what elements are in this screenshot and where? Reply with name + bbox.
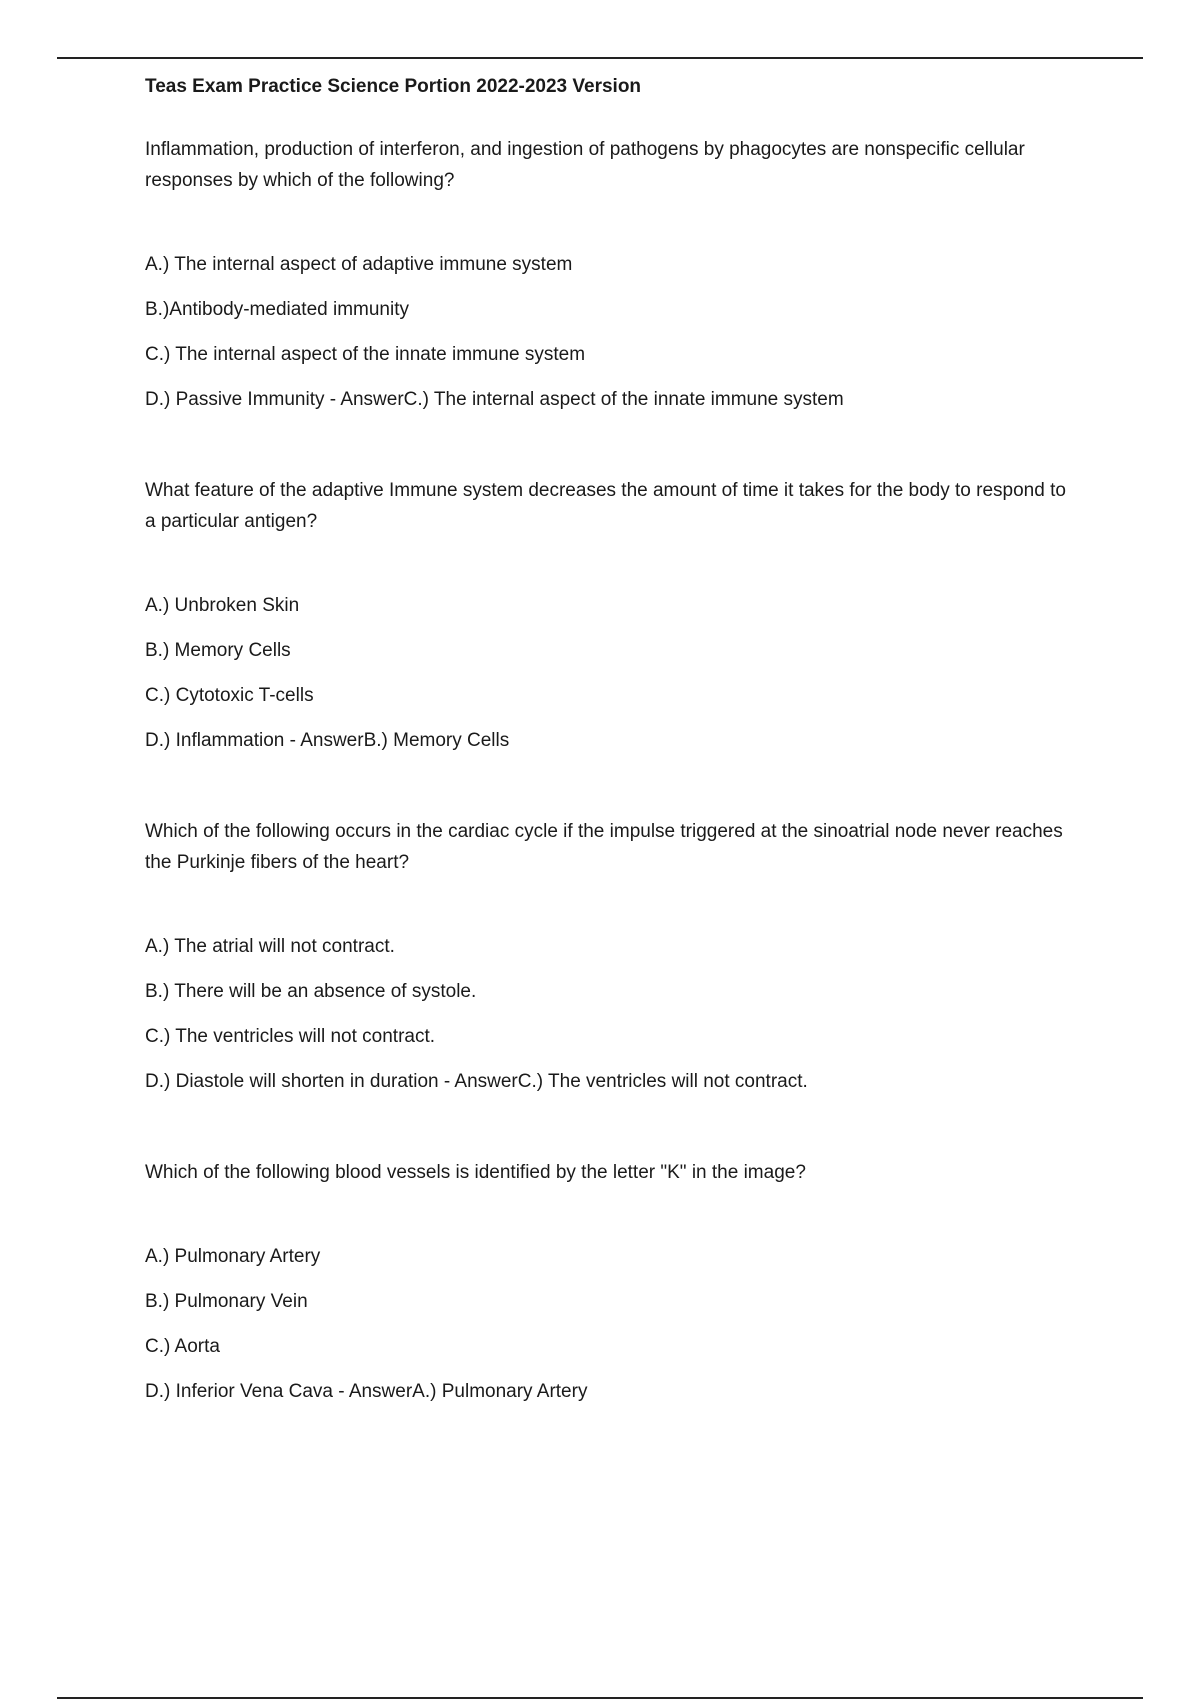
option-d-with-answer: D.) Passive Immunity - AnswerC.) The internal aspect of the innate immune system — [145, 389, 844, 410]
option-a: A.) The atrial will not contract. — [145, 936, 395, 957]
option-a: A.) Pulmonary Artery — [145, 1246, 321, 1267]
option-d-with-answer: D.) Inferior Vena Cava - AnswerA.) Pulmonary Artery — [145, 1381, 588, 1402]
document-body — [145, 70, 1075, 1425]
question-3 — [145, 816, 1075, 1094]
option-d-with-answer: D.) Inflammation - AnswerB.) Memory Cells — [145, 730, 510, 751]
question-1-options — [145, 253, 1075, 412]
option-a: A.) Unbroken Skin — [145, 595, 300, 616]
option-c: C.) Aorta — [145, 1336, 220, 1357]
question-4 — [145, 1157, 1075, 1404]
option-b: B.)Antibody-mediated immunity — [145, 299, 409, 320]
option-d-with-answer: D.) Diastole will shorten in duration - AnswerC.) The ventricles will not contract. — [145, 1071, 808, 1092]
option-c: C.) Cytotoxic T-cells — [145, 685, 314, 706]
question-2-text: What feature of the adaptive Immune system decreases the amount of time it takes for the body to respond to a particular antigen? — [145, 480, 1066, 532]
option-a: A.) The internal aspect of adaptive immune system — [145, 254, 573, 275]
top-rule — [57, 57, 1143, 59]
question-1-text: Inflammation, production of interferon, and ingestion of pathogens by phagocytes are nonspecific cellular responses by which of the following? — [145, 139, 1025, 191]
question-1 — [145, 134, 1075, 412]
option-b: B.) There will be an absence of systole. — [145, 981, 477, 1002]
document-title: Teas Exam Practice Science Portion 2022-2023 Version — [145, 76, 642, 97]
option-c: C.) The ventricles will not contract. — [145, 1026, 436, 1047]
question-2-options — [145, 594, 1075, 753]
question-4-options — [145, 1245, 1075, 1404]
question-3-text: Which of the following occurs in the cardiac cycle if the impulse triggered at the sinoatrial node never reaches the Purkinje fibers of the heart? — [145, 821, 1063, 873]
option-c: C.) The internal aspect of the innate immune system — [145, 344, 586, 365]
question-2 — [145, 475, 1075, 753]
question-3-options — [145, 935, 1075, 1094]
bottom-rule — [57, 1697, 1143, 1699]
question-4-text: Which of the following blood vessels is identified by the letter "K" in the image? — [145, 1162, 806, 1183]
option-b: B.) Pulmonary Vein — [145, 1291, 308, 1312]
option-b: B.) Memory Cells — [145, 640, 291, 661]
